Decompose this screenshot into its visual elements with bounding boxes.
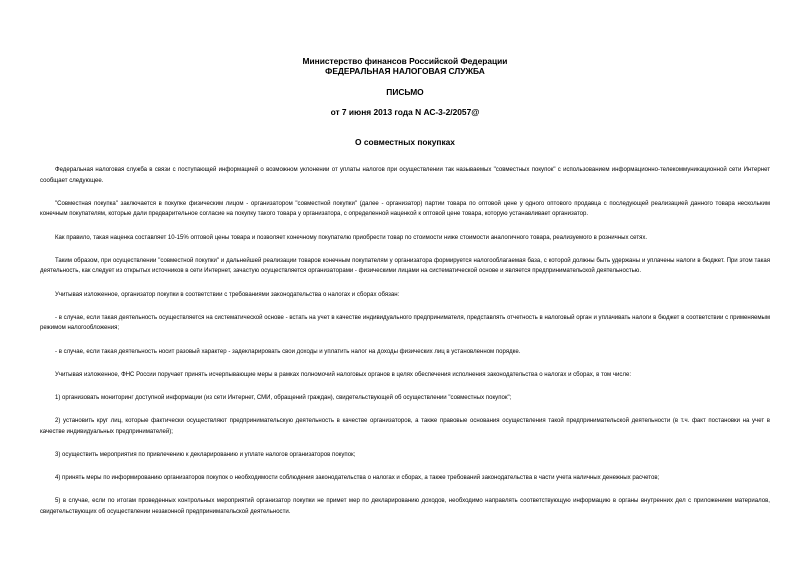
paragraph: Как правило, такая наценка составляет 10-15% оптовой цены товара и позволяет конечному покупателю приобрести товар по стоимости ниже стоимости аналогичного товара, реализуемого в розничных сетях. xyxy=(55,234,648,241)
document-subject: О совместных покупках xyxy=(355,137,455,147)
document-header xyxy=(40,56,770,147)
service-name: ФЕДЕРАЛЬНАЯ НАЛОГОВАЯ СЛУЖБА xyxy=(325,66,485,76)
paragraph: Учитывая изложенное, организатор покупки в соответствии с требованиями законодательства о налогах и сборах обязан: xyxy=(55,291,400,298)
paragraph: Учитывая изложенное, ФНС России поручает принять исчерпывающие меры в рамках полномочий налоговых органов в целях обеспечения исполнения законодательства о налогах и сборах, в том числе: xyxy=(55,371,632,378)
list-item: 5) в случае, если по итогам проведенных контрольных мероприятий организатор покупки не примет мер по декларированию доходов, необходимо направлять соответствующую информацию в органы внутренних дел с приложением материалов, свидетельствующих об осуществлении незаконной предпринимательской деятельности. xyxy=(40,498,770,515)
list-item: 4) принять меры по информированию организаторов покупок о необходимости соблюдения законодательства о налогах и сборах, а также требований законодательства в части учета наличных денежных расчетов; xyxy=(55,475,660,482)
paragraph: Таким образом, при осуществлении "совместной покупки" и дальнейшей реализации товаров конечным покупателям у организатора формируется налогооблагаемая база, с которой должны быть удержаны и уплачены налоги в бюджет. При этом такая деятельность, как следует из открытых источников в сети Интернет, зачастую осуществляется организаторами - физическими лицами на систематической основе и является предпринимательской деятельностью. xyxy=(40,257,770,275)
document-page xyxy=(40,56,770,530)
list-item: 2) установить круг лиц, которые фактически осуществляют предпринимательскую деятельность в качестве организаторов, а также правовые основания осуществления такой предпринимательской деятельности (в т.ч. факт постановки на учет в качестве индивидуальных предпринимателей); xyxy=(40,418,770,435)
paragraph: Федеральная налоговая служба в связи с поступающей информацией о возможном уклонении от уплаты налогов при осуществлении так называемых "совместных покупок" с использованием информационно-телекоммуникационной сети Интернет сообщает следующее. xyxy=(40,167,770,184)
document-date-number: от 7 июня 2013 года N АС-3-2/2057@ xyxy=(330,107,480,117)
document-type: ПИСЬМО xyxy=(386,87,424,97)
ministry-name: Министерство финансов Российской Федерации xyxy=(302,56,508,66)
list-item: - в случае, если такая деятельность осуществляется на систематической основе - встать на учет в качестве индивидуального предпринимателя, представлять отчетность в налоговый орган и уплачивать налоги в бюджет в соответствии с применяемым режимом налогообложения; xyxy=(40,314,770,332)
paragraph: "Совместная покупка" заключается в покупке физическим лицом - организатором "совместной покупки" (далее - организатор) партии товара по оптовой цене у одного оптового продавца с последующей реализацией данного товара нескольким конечным покупателям, которые дали предварительное согласие на покупку такого товара у организатора, с определенной наценкой к оптовой цене товара, которую устанавливает организатор. xyxy=(40,200,770,218)
list-item: 1) организовать мониторинг доступной информации (из сети Интернет, СМИ, обращений граждан), свидетельствующей об осуществлении "совместных покупок"; xyxy=(55,394,512,401)
list-item: - в случае, если такая деятельность носит разовый характер - задекларировать свои доходы и уплатить налог на доходы физических лиц в установленном порядке. xyxy=(55,348,521,355)
list-item: 3) осуществить мероприятия по привлечению к декларированию и уплате налогов организаторов покупок; xyxy=(55,451,356,458)
document-body xyxy=(40,165,770,517)
